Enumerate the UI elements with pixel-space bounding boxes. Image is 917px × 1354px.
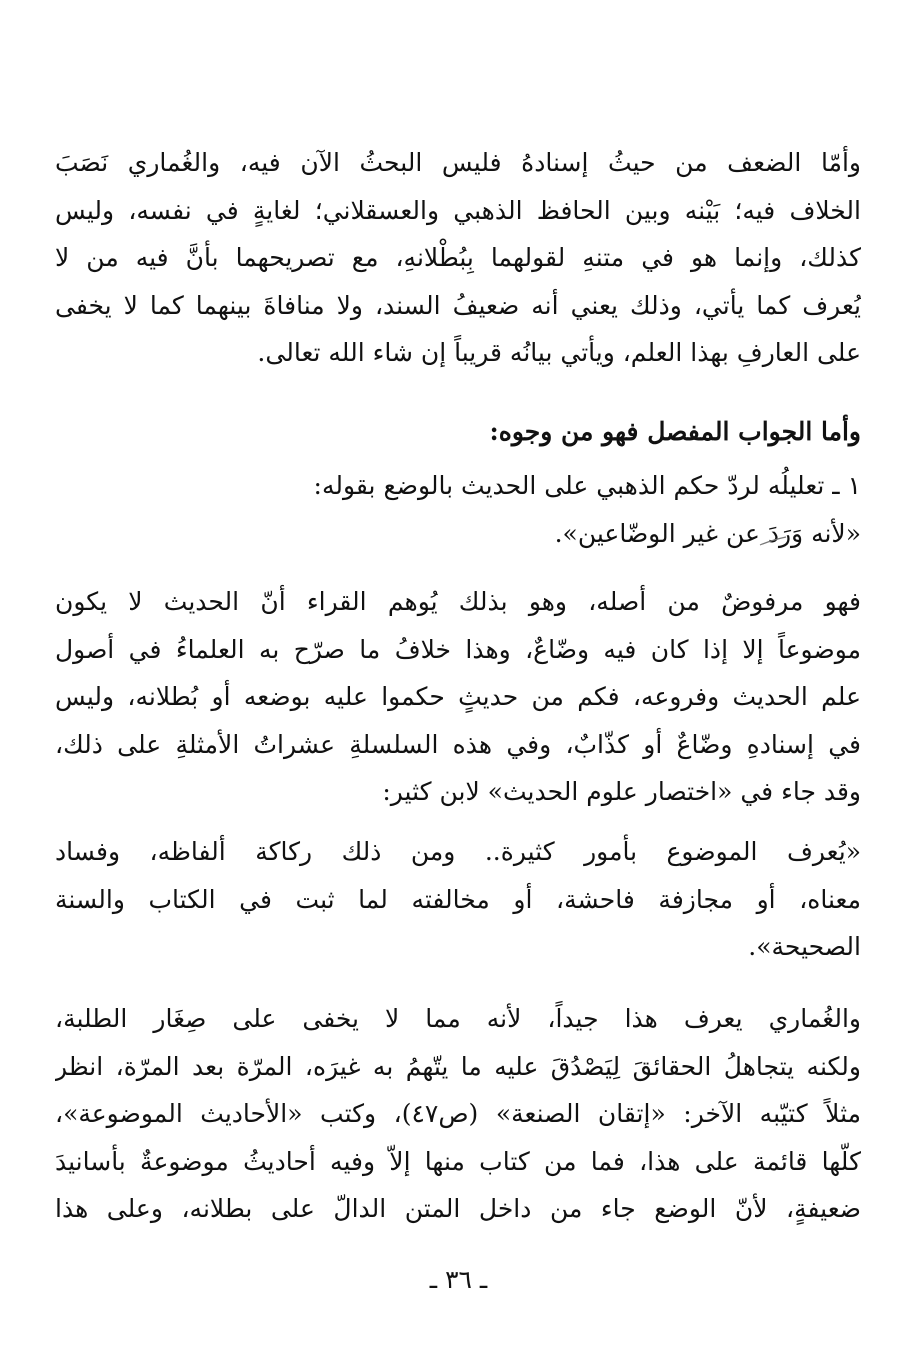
quote-line: الصحيحة».	[748, 932, 861, 961]
page-number: ـ ٣٦ ـ	[429, 1265, 488, 1294]
paragraph-2-line: وقد جاء في «اختصار علوم الحديث» لابن كثير:	[382, 777, 861, 806]
quote-line: معناه، أو مجازفة فاحشة، أو مخالفته لما ثبت في الكتاب والسنة	[55, 884, 861, 914]
paragraph-1-line: الخلاف فيه؛ بَيْنه وبين الحافظ الذهبي والعسقلاني؛ لغايةٍ في نفسه، وليس	[55, 195, 861, 225]
ibn-kathir-quote	[55, 828, 861, 971]
paragraph-1	[55, 139, 861, 377]
point-1-line: ١ ـ تعليلُه لردّ حكم الذهبي على الحديث بالوضع بقوله:	[313, 471, 861, 500]
pencil-mark-icon	[758, 536, 788, 546]
paragraph-1-line: يُعرف كما يأتي، وذلك يعني أنه ضعيفُ السند، ولا منافاةَ بينهما كما لا يخفى	[55, 290, 861, 320]
point-1-quote-line: «لأنه وَرَدَ عن غير الوضّاعين».	[554, 518, 861, 548]
paragraph-2-line: علم الحديث وفروعه، فكم من حديثٍ حكموا عليه بوضعه أو بُطلانه، وليس	[55, 682, 861, 711]
paragraph-1-line: على العارفِ بهذا العلم، ويأتي بيانُه قريباً إن شاء الله تعالى.	[257, 338, 861, 367]
paragraph-3-line: ضعيفةٍ، لأنّ الوضع جاء من داخل المتن الدالّ على بطلانه، وعلى هذا	[55, 1194, 861, 1223]
section-heading-text: وأما الجواب المفصل فهو من وجوه:	[489, 417, 861, 446]
paragraph-2-line: فهو مرفوضٌ من أصله، وهو بذلك يُوهم القراء أنّ الحديث لا يكون	[55, 587, 861, 616]
paragraph-3-line: والغُماري يعرف هذا جيداً، لأنه مما لا يخفى على صِغَار الطلبة،	[55, 1004, 861, 1033]
paragraph-3-line: كلّها قائمة على هذا، فما من كتاب منها إلاّ وفيه أحاديثُ موضوعةٌ بأسانيدَ	[55, 1146, 861, 1176]
paragraph-1-line: كذلك، وإنما هو في متنهِ لقولهما بِبُطْلانهِ، مع تصريحهما بأنَّ فيه من لا	[55, 243, 861, 272]
paragraph-2-line: موضوعاً إلا إذا كان فيه وضّاعٌ، وهذا خلافُ ما صرّح به العلماءُ في أصول	[55, 634, 861, 664]
paragraph-1-line: وأمّا الضعف من حيثُ إسنادهُ فليس البحثُ الآن فيه، والغُماري نَصَبَ	[55, 148, 861, 177]
paragraph-3-line: ولكنه يتجاهلُ الحقائقَ لِيَصْدُقَ عليه ما يتّهمُ به غيرَه، المرّة بعد المرّة، انظر	[55, 1051, 861, 1081]
paragraph-3-line: مثلاً كتيّبه الآخر: «إتقان الصنعة» (ص٤٧)، وكتب «الأحاديث الموضوعة»،	[55, 1099, 861, 1128]
paragraph-2-line: في إسنادهِ وضّاعٌ أو كذّابٌ، وفي هذه السلسلةِ عشراتُ الأمثلةِ على ذلك،	[55, 729, 861, 759]
quote-line: «يُعرف الموضوع بأمور كثيرة.. ومن ذلك ركاكة ألفاظه، وفساد	[55, 837, 861, 866]
point-1	[55, 462, 861, 557]
section-heading	[55, 408, 861, 456]
paragraph-3	[55, 995, 861, 1233]
paragraph-2	[55, 578, 861, 816]
